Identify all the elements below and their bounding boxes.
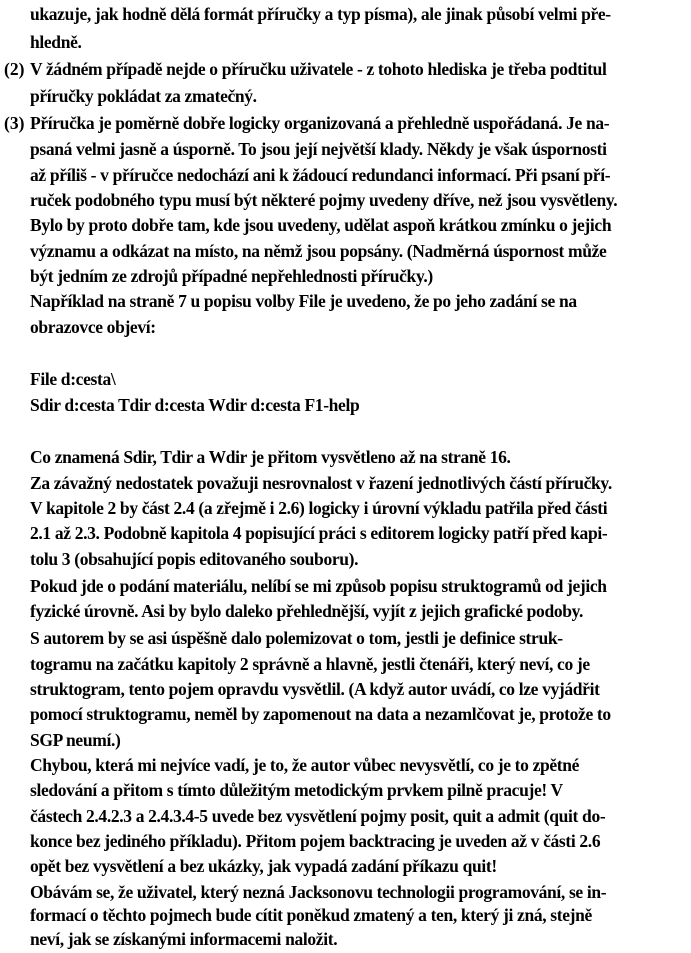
text-line: tolu 3 (obsahující popis editovaného souboru). — [30, 549, 359, 569]
text-line: pomocí struktogramu, neměl by zapomenout na data a nezamlčovat je, protože to — [30, 704, 611, 724]
text-line: opět bez vysvětlení a bez ukázky, jak vypadá zadání příkazu quit! — [30, 856, 497, 876]
text-line: formací o těchto pojmech bude cítit poněkud zmatený a ten, který ji zná, stejně — [30, 905, 592, 925]
code-line: File d:cesta\ — [30, 369, 116, 389]
text-line: obrazovce objeví: — [30, 317, 156, 337]
text-line: významu a odkázat na místo, na němž jsou popsány. (Nadměrná úspornost může — [30, 241, 607, 261]
text-line: psaná velmi jasně a úsporně. To jsou její největší klady. Někdy je však úspornosti — [30, 139, 607, 159]
text-line: Bylo by proto dobře tam, kde jsou uvedeny, udělat aspoň krátkou zmínku o jejich — [30, 215, 612, 235]
text-line: S autorem by se asi úspěšně dalo polemizovat o tom, jestli je definice struk- — [30, 628, 563, 648]
text-line: konce bez jediného příkladu). Přitom pojem backtracing je uveden až v části 2.6 — [30, 831, 601, 851]
text-line: ukazuje, jak hodně dělá formát příručky a typ písma), ale jinak působí velmi pře- — [30, 4, 611, 24]
text-line: 2.1 až 2.3. Podobně kapitola 4 popisující práci s editorem logicky patří před kapi- — [30, 523, 608, 543]
text-line: Chybou, která mi nejvíce vadí, je to, že autor vůbec nevysvětlí, co je to zpětné — [30, 755, 580, 775]
text-line: Co znamená Sdir, Tdir a Wdir je přitom vysvětleno až na straně 16. — [30, 447, 511, 467]
text-line: neví, jak se získanými informacemi naložit. — [30, 929, 338, 949]
text-line: Pokud jde o podání materiálu, nelíbí se mi způsob popisu struktogramů od jejich — [30, 576, 607, 596]
text-line: Například na straně 7 u popisu volby File je uvedeno, že po jeho zadání se na — [30, 291, 577, 311]
text-line: fyzické úrovně. Asi by bylo daleko přehlednější, vyjít z jejich grafické podoby. — [30, 601, 584, 621]
text-line: až příliš - v příručce nedochází ani k žádoucí redundanci informací. Při psaní pří- — [30, 165, 611, 185]
text-line: částech 2.4.2.3 a 2.4.3.4-5 uvede bez vysvětlení pojmy posit, quit a admit (quit do- — [30, 806, 606, 826]
code-line: Sdir d:cesta Tdir d:cesta Wdir d:cesta F1-help — [30, 395, 360, 415]
text-line: hledně. — [30, 32, 82, 52]
list-marker: (3) — [4, 113, 25, 133]
text-line: SGP neumí.) — [30, 730, 121, 750]
text-line: Za závažný nedostatek považuji nesrovnalost v řazení jednotlivých částí příručky. — [30, 473, 612, 493]
text-line: ruček podobného typu musí být některé pojmy uvedeny dříve, než jsou vysvětleny. — [30, 190, 618, 210]
list-marker: (2) — [4, 59, 25, 79]
text-line: togramu na začátku kapitoly 2 správně a hlavně, jestli čtenáři, který neví, co je — [30, 654, 590, 674]
text-line: V kapitole 2 by část 2.4 (a zřejmě i 2.6) logicky i úrovní výkladu patřila před části — [30, 498, 608, 518]
text-line: být jedním ze zdrojů případné nepřehlednosti příručky.) — [30, 266, 433, 286]
text-line: příručky pokládat za zmatečný. — [30, 86, 257, 106]
text-line: Obávám se, že uživatel, který nezná Jacksonovu technologii programování, se in- — [30, 882, 607, 902]
text-line: Příručka je poměrně dobře logicky organizovaná a přehledně uspořádaná. Je na- — [30, 113, 610, 133]
text-line: V žádném případě nejde o příručku uživatele - z tohoto hlediska je třeba podtitul — [30, 59, 607, 79]
text-line: struktogram, tento pojem opravdu vysvětlil. (A když autor uvádí, co lze vyjádřit — [30, 679, 600, 699]
text-line: sledování a přitom s tímto důležitým metodickým prvkem pilně pracuje! V — [30, 780, 563, 800]
